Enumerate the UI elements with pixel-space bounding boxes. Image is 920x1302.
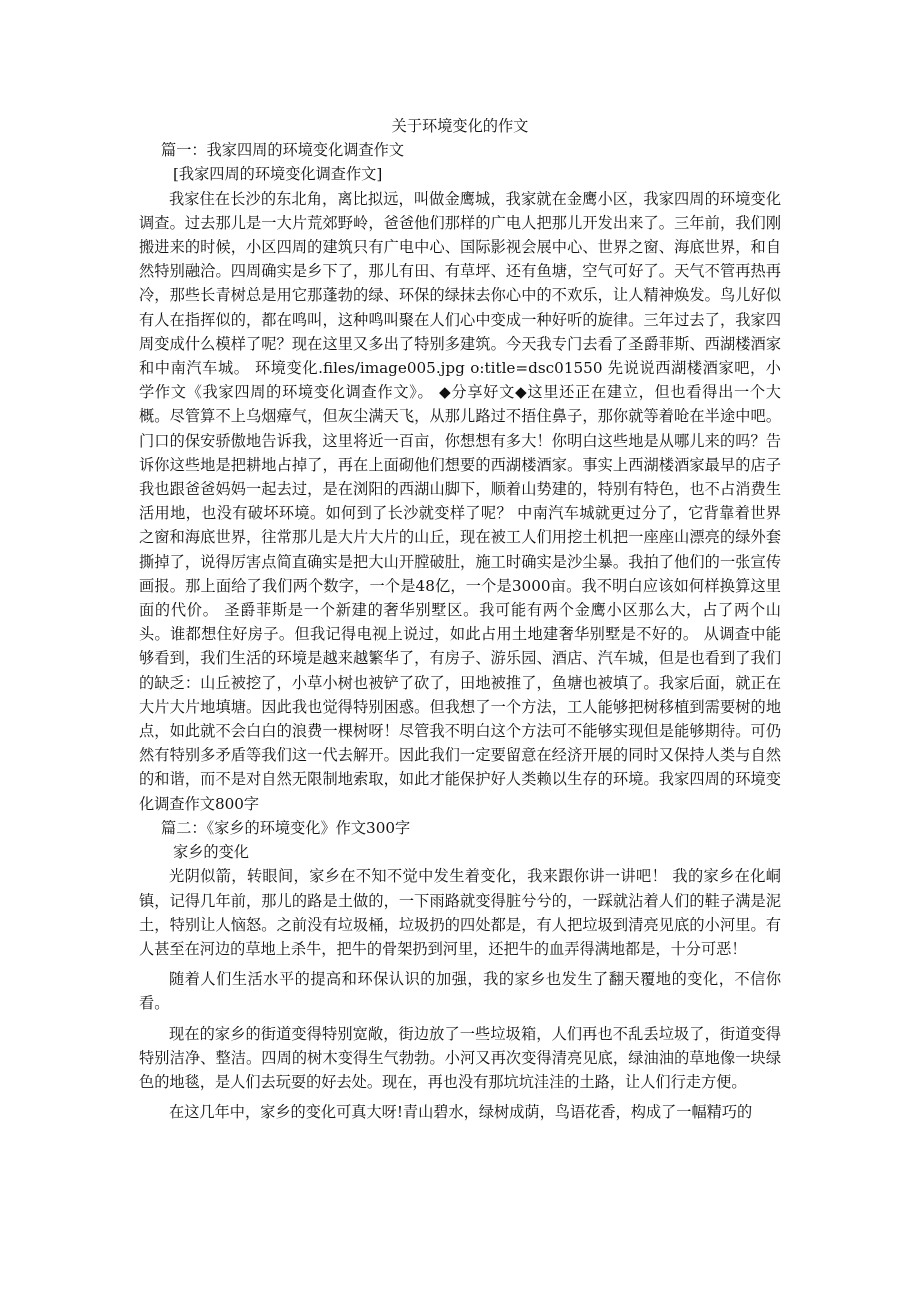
section1-subheading: [我家四周的环境变化调查作文] — [173, 165, 383, 184]
section1-heading: 篇一：我家四周的环境变化调查作文 — [161, 141, 404, 160]
section2-heading: 篇二：《家乡的环境变化》作文300字 — [161, 818, 411, 837]
section2-paragraph-2: 随着人们生活水平的提高和环保认识的加强，我的家乡也发生了翻天覆地的变化，不信你看。 — [139, 970, 781, 1013]
section2-subheading: 家乡的变化 — [173, 843, 249, 862]
section2-paragraph-1: 光阴似箭，转眼间，家乡在不知不觉中发生着变化，我来跟你讲一讲吧！ 我的家乡在化峒镇，记得几年前，那儿的路是土做的，一下雨路就变得脏兮兮的，一踩就沾着人们的鞋子满是泥土，特别让人恼怒。之前没有垃圾桶，垃圾扔的四处都是，有人把垃圾到清亮见底的小河里。有人甚至在河边的草地上杀牛，把牛的骨架扔到河里，还把牛的血弄得满地都是，十分可恶！ — [139, 867, 781, 958]
section2-paragraph-4: 在这几年中，家乡的变化可真大呀!青山碧水，绿树成荫，鸟语花香，构成了一幅精巧的 — [169, 1103, 753, 1122]
document-page — [139, 114, 781, 1124]
section1-body: 我家住在长沙的东北角，离比拟远，叫做金鹰城，我家就在金鹰小区，我家四周的环境变化调查。过去那儿是一大片荒郊野岭，爸爸他们那样的广电人把那儿开发出来了。三年前，我们刚搬进来的时候，小区四周的建筑只有广电中心、国际影视会展中心、世界之窗、海底世界，和自然特别融洽。四周确实是乡下了，那儿有田、有草坪、还有鱼塘，空气可好了。天气不管再热再冷，那些长青树总是用它那蓬勃的绿、环保的绿抹去你心中的不欢乐，让人精神焕发。鸟儿好似有人在指挥似的，都在鸣叫，这种鸣叫聚在人们心中变成一种好听的旋律。三年过去了，我家四周变成什么模样了呢？现在这里又多出了特别多建筑。今天我专门去看了圣爵菲斯、西湖楼酒家和中南汽车城。 环境变化.files/image005.jpg o:title=dsc01550 先说说西湖楼酒家吧，小学作文《我家四周的环境变化调查作文》。 ◆分享好文◆这里还正在建立，但也看得出一个大概。尽管算不上乌烟瘴气，但灰尘满天飞，从那儿路过不捂住鼻子，那你就等着呛在半途中吧。门口的保安骄傲地告诉我，这里将近一百亩，你想想有多大！你明白这些地是从哪儿来的吗？告诉你这些地是把耕地占掉了，再在上面砌他们想要的西湖楼酒家。事实上西湖楼酒家最早的店子我也跟爸爸妈妈一起去过，是在浏阳的西湖山脚下，顺着山势建的，特别有特色，也不占消费生活用地，也没有破坏环境。如何到了长沙就变样了呢？ 中南汽车城就更过分了，它背靠着世界之窗和海底世界，往常那儿是大片大片的山丘，现在被工人们用挖土机把一座座山漂亮的绿外套撕掉了，说得厉害点简直确实是把大山开膛破肚，施工时确实是沙尘暴。我拍了他们的一张宣传画报。那上面给了我们两个数字，一个是48亿，一个是3000亩。我不明白应该如何样换算这里面的代价。 圣爵菲斯是一个新建的奢华别墅区。我可能有两个金鹰小区那么大，占了两个山头。谁都想住好房子。但我记得电视上说过，如此占用土地建奢华别墅是不好的。 从调查中能够看到，我们生活的环境是越来越繁华了，有房子、游乐园、酒店、汽车城，但是也看到了我们的缺乏：山丘被挖了，小草小树也被铲了砍了，田地被推了，鱼塘也被填了。我家后面，就正在大片大片地填塘。因此我也觉得特别困惑。但我想了一个方法，工人能够把树移植到需要树的地点，如此就不会白白的浪费一棵树呀！尽管我不明白这个方法可不能够实现但是能够期待。可仍然有特别多矛盾等我们这一代去解开。因此我们一定要留意在经济开展的同时又保持人类与自然的和谐，而不是对自然无限制地索取，如此才能保护好人类赖以生存的环境。我家四周的环境变化调查作文800字 — [139, 189, 781, 813]
document-title: 关于环境变化的作文 — [391, 117, 529, 135]
section2-paragraph-3: 现在的家乡的街道变得特别宽敞，街边放了一些垃圾箱，人们再也不乱丢垃圾了，街道变得特别洁净、整洁。四周的树木变得生气勃勃。小河又再次变得清亮见底，绿油油的草地像一块绿色的地毯，是人们去玩耍的好去处。现在，再也没有那坑坑洼洼的土路，让人们行走方便。 — [139, 1024, 781, 1091]
